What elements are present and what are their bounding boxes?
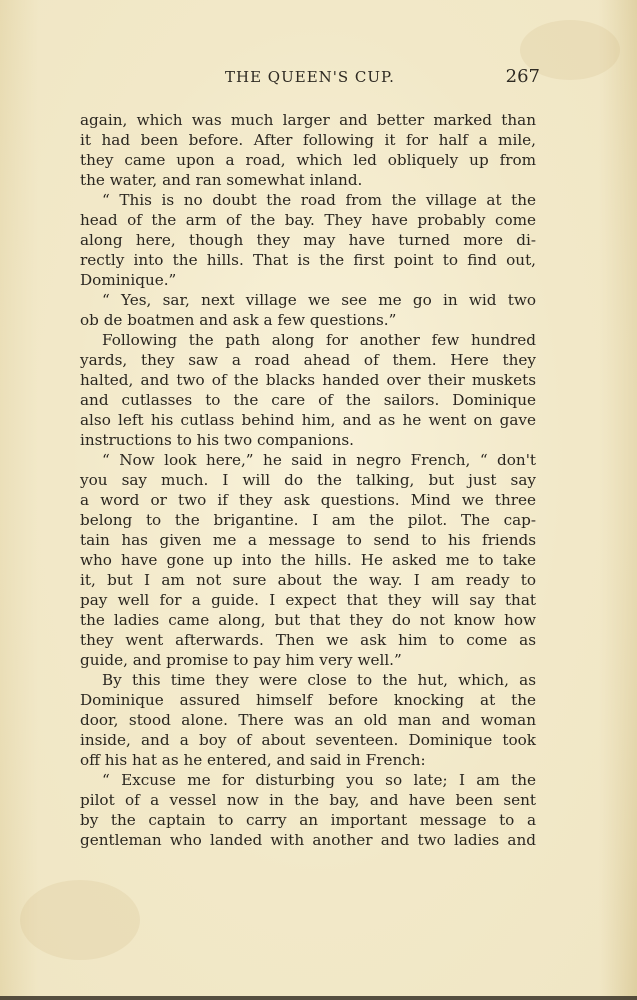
text-line: also left his cutlass behind him, and as he went on gave (80, 411, 536, 429)
text-line: Following the path along for another few hundred (102, 331, 536, 349)
running-head (80, 66, 540, 96)
text-line: tain has given me a message to send to his friends (80, 531, 536, 549)
text-line: and cutlasses to the care of the sailors. Dominique (80, 391, 536, 409)
text-line: who have gone up into the hills. He asked me to take (80, 551, 536, 569)
text-line: belong to the brigantine. I am the pilot. The cap- (80, 511, 536, 529)
text-body (80, 110, 536, 850)
text-line: guide, and promise to pay him very well.” (80, 651, 402, 669)
text-line: instructions to his two companions. (80, 431, 355, 449)
text-line: By this time they were close to the hut, which, as (102, 671, 536, 689)
text-line: by the captain to carry an important message to a (80, 811, 536, 829)
text-line: a word or two if they ask questions. Mind we three (80, 491, 536, 509)
text-line: head of the arm of the bay. They have probably come (80, 211, 536, 229)
text-line: pay well for a guide. I expect that they will say that (80, 591, 536, 609)
text-line: you say much. I will do the talking, but just say (80, 471, 536, 489)
running-title: THE QUEEN'S CUP. (225, 68, 395, 86)
text-line: rectly into the hills. That is the first point to find out, (80, 251, 536, 269)
paper-stain (20, 880, 140, 960)
text-line: ob de boatmen and ask a few questions.” (80, 311, 397, 329)
text-line: Dominique.” (80, 271, 177, 289)
text-line: the water, and ran somewhat inland. (80, 171, 363, 189)
text-line: inside, and a boy of about seventeen. Dominique took (80, 731, 536, 749)
text-line: they went afterwards. Then we ask him to come as (80, 631, 536, 649)
text-line: it had been before. After following it for half a mile, (80, 131, 536, 149)
text-line: “ This is no doubt the road from the village at the (102, 191, 536, 209)
page-number: 267 (505, 66, 540, 87)
text-line: yards, they saw a road ahead of them. Here they (80, 351, 536, 369)
text-line: the ladies came along, but that they do not know how (80, 611, 536, 629)
text-line: along here, though they may have turned more di- (80, 231, 536, 249)
text-line: “ Yes, sar, next village we see me go in wid two (102, 291, 536, 309)
text-line: pilot of a vessel now in the bay, and have been sent (80, 791, 536, 809)
text-line: door, stood alone. There was an old man and woman (80, 711, 536, 729)
text-line: halted, and two of the blacks handed over their muskets (80, 371, 536, 389)
text-line: “ Excuse me for disturbing you so late; I am the (102, 771, 536, 789)
text-line: Dominique assured himself before knocking at the (80, 691, 536, 709)
text-line: they came upon a road, which led obliquely up from (80, 151, 536, 169)
bottom-edge (0, 996, 637, 1000)
text-line: “ Now look here,” he said in negro French, “ don't (102, 451, 536, 469)
text-line: off his hat as he entered, and said in French: (80, 751, 426, 769)
text-line: again, which was much larger and better marked than (80, 111, 536, 129)
text-line: it, but I am not sure about the way. I am ready to (80, 571, 536, 589)
text-line: gentleman who landed with another and two ladies and (80, 831, 536, 849)
